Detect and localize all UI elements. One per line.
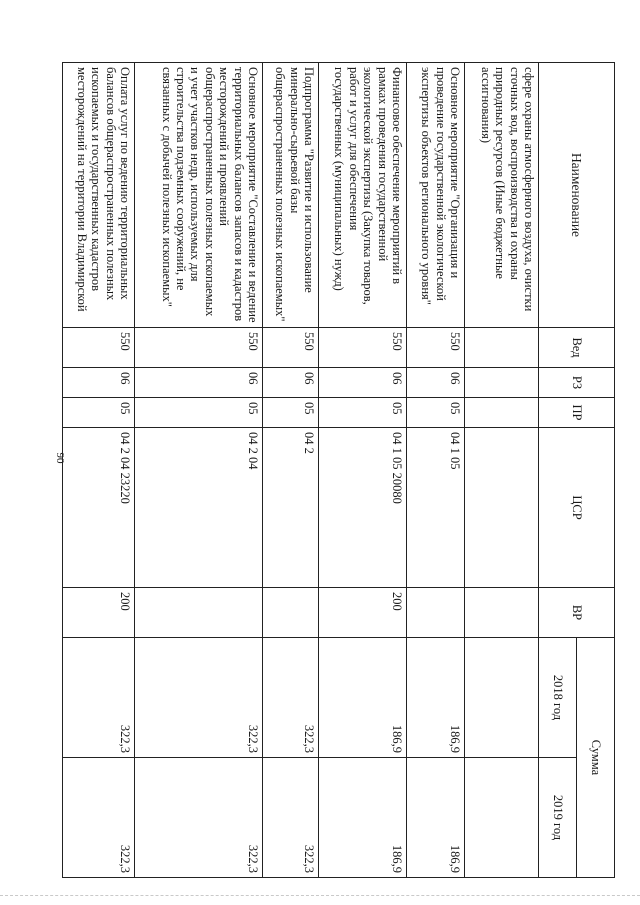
table-row (319, 63, 407, 878)
row-name: Оплата услуг по ведению территориальных балансов общераспространенных полезных ископаемых и государственных кадастров месторождений на территории Владимирской (63, 63, 135, 328)
row-rz: 06 (135, 368, 263, 398)
col-header-pr: ПР (539, 398, 615, 428)
row-rz (465, 368, 539, 398)
row-rz: 06 (319, 368, 407, 398)
row-name: Основное мероприятие "Составление и ведение территориальных балансов запасов и кадастров месторождений и проявлений общераспространенных полезных ископаемых и учет участков недр, используемых для строительства подземных сооружений, не связанных с добычей полезных ископаемых" (135, 63, 263, 328)
row-csr: 04 2 (263, 428, 319, 588)
row-rz: 06 (63, 368, 135, 398)
table-row (407, 63, 465, 878)
row-ved: 550 (63, 328, 135, 368)
table-row (135, 63, 263, 878)
row-pr (465, 398, 539, 428)
row-ved: 550 (263, 328, 319, 368)
page-number: 90 (54, 452, 66, 464)
col-header-rz: РЗ (539, 368, 615, 398)
row-pr: 05 (63, 398, 135, 428)
row-2019 (465, 758, 539, 878)
row-pr: 05 (407, 398, 465, 428)
budget-table (62, 62, 615, 878)
row-pr: 05 (263, 398, 319, 428)
row-2018: 186,9 (319, 638, 407, 758)
row-2018: 322,3 (63, 638, 135, 758)
scan-bottom-edge (0, 895, 640, 896)
table-row (263, 63, 319, 878)
row-vr (407, 588, 465, 638)
row-csr: 04 2 04 23220 (63, 428, 135, 588)
col-header-csr: ЦСР (539, 428, 615, 588)
col-header-ved: Вед (539, 328, 615, 368)
table-row (465, 63, 539, 878)
row-2018 (465, 638, 539, 758)
row-vr (263, 588, 319, 638)
row-2019: 322,3 (263, 758, 319, 878)
row-ved: 550 (135, 328, 263, 368)
row-2019: 186,9 (319, 758, 407, 878)
row-ved: 550 (319, 328, 407, 368)
row-2019: 322,3 (135, 758, 263, 878)
table-row (63, 63, 135, 878)
row-name: Финансовое обеспечение мероприятий в рамках проведения государственной экологической экспертизы (Закупка товаров, работ и услуг для обеспечения государственных (муниципальных) нужд) (319, 63, 407, 328)
row-csr: 04 2 04 (135, 428, 263, 588)
row-csr (465, 428, 539, 588)
row-2018: 322,3 (135, 638, 263, 758)
row-rz: 06 (407, 368, 465, 398)
row-pr: 05 (135, 398, 263, 428)
row-vr (465, 588, 539, 638)
row-2019: 186,9 (407, 758, 465, 878)
row-vr (135, 588, 263, 638)
row-vr: 200 (319, 588, 407, 638)
row-rz: 06 (263, 368, 319, 398)
row-2018: 186,9 (407, 638, 465, 758)
col-header-2018: 2018 год (539, 638, 577, 758)
col-header-2019: 2019 год (539, 758, 577, 878)
col-header-vr: ВР (539, 588, 615, 638)
row-name: сфере охраны атмосферного воздуха, очистки сточных вод, воспроизводства и охраны природных ресурсов (Иные бюджетные ассигнования) (465, 63, 539, 328)
row-name: Основное мероприятие "Организация и проведение государственной экологической экспертизы объектов регионального уровня" (407, 63, 465, 328)
row-2018: 322,3 (263, 638, 319, 758)
header-row-1 (577, 63, 615, 878)
row-2019: 322,3 (63, 758, 135, 878)
row-ved: 550 (407, 328, 465, 368)
row-csr: 04 1 05 20080 (319, 428, 407, 588)
col-header-name: Наименование (539, 63, 615, 328)
row-pr: 05 (319, 398, 407, 428)
col-header-sum: Сумма (577, 638, 615, 878)
row-vr: 200 (63, 588, 135, 638)
row-ved (465, 328, 539, 368)
row-csr: 04 1 05 (407, 428, 465, 588)
row-name: Подпрограмма "Развитие и использование минерально-сырьевой базы общераспространенных полезных ископаемых" (263, 63, 319, 328)
rotated-page (74, 62, 615, 877)
